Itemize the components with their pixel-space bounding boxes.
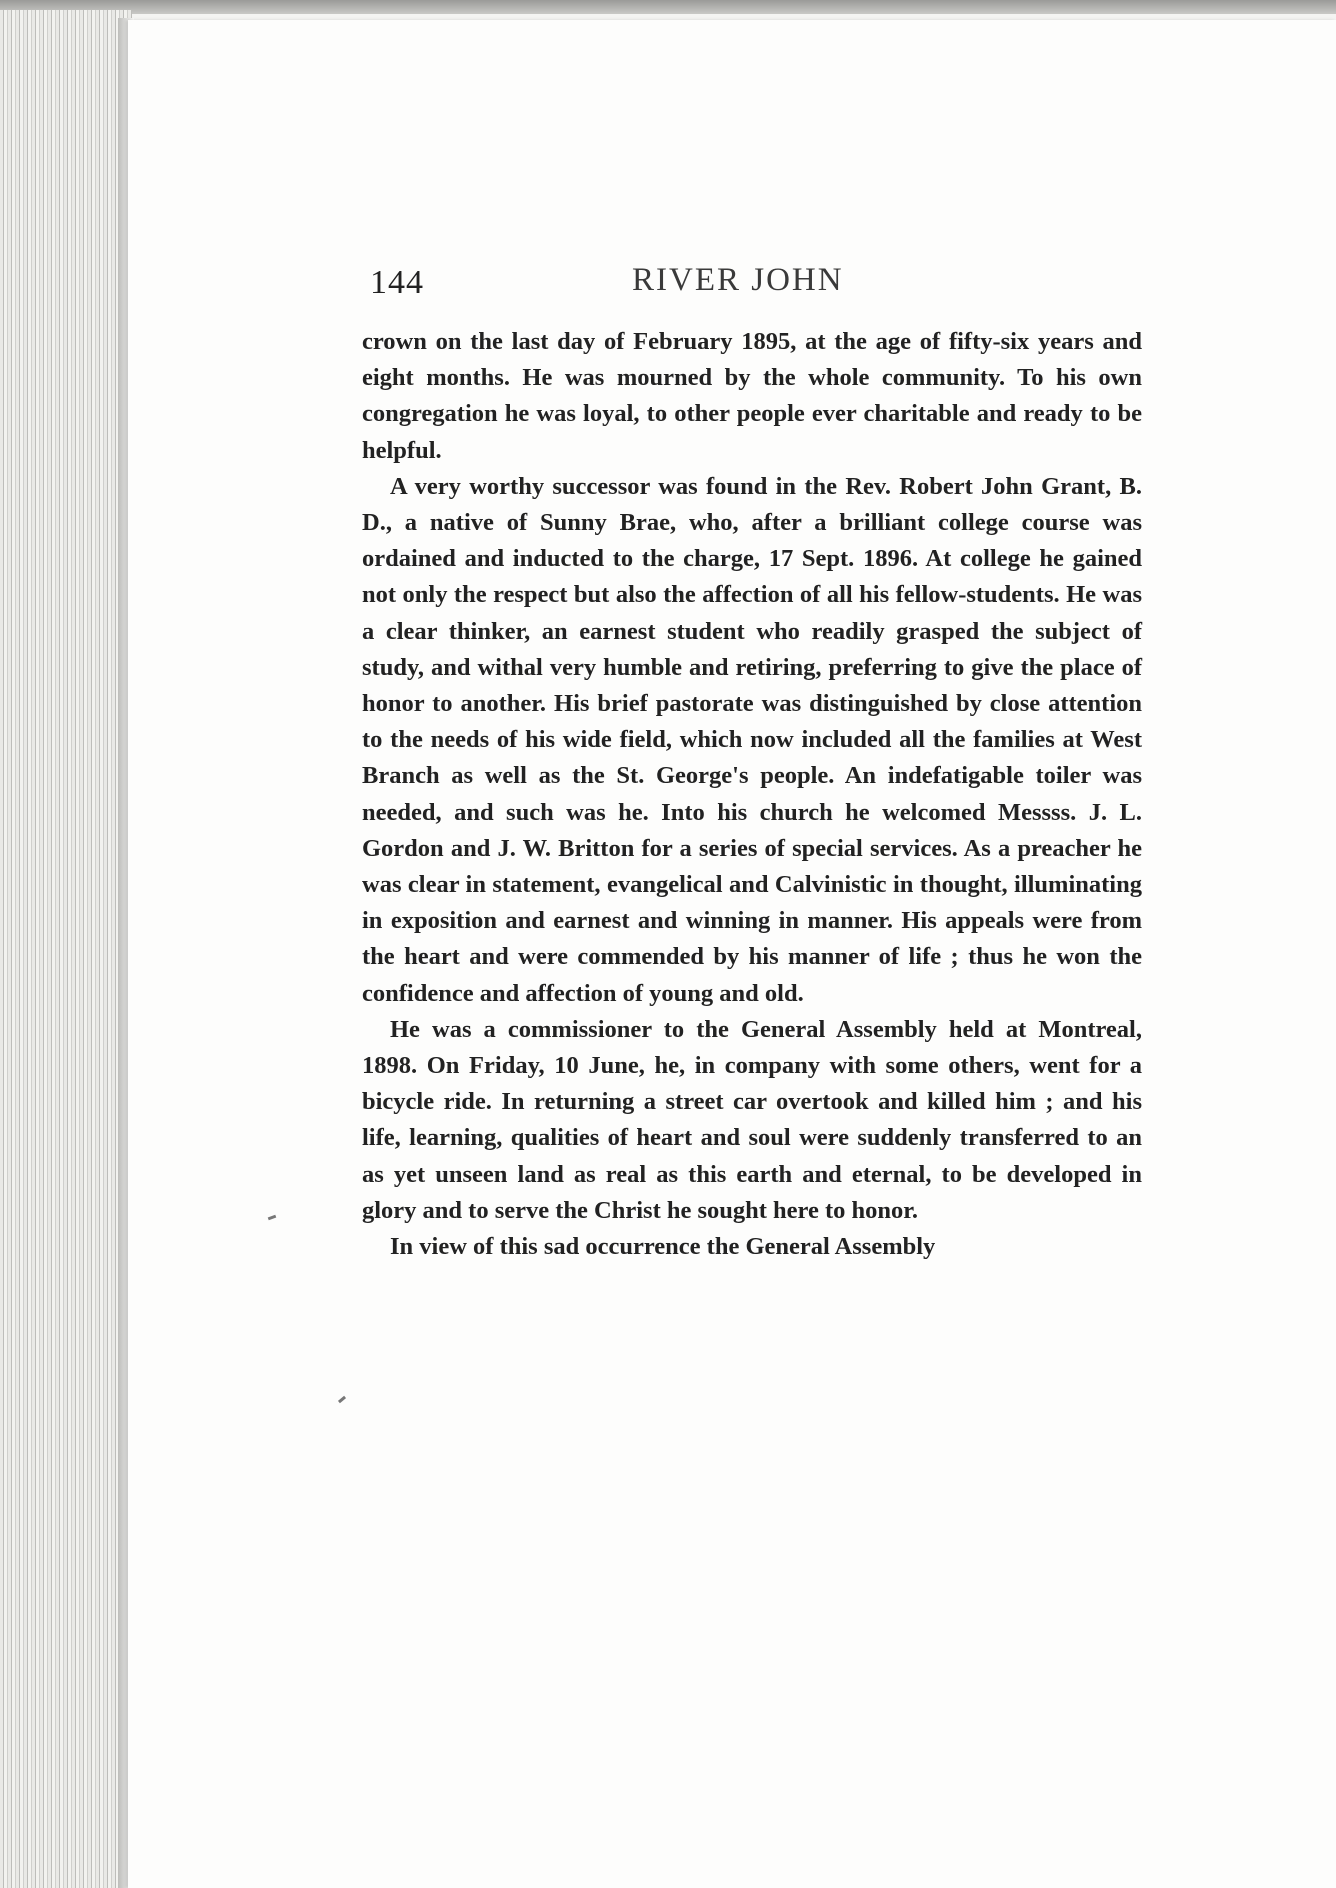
paragraph-3: He was a commissioner to the General Assembly held at Montreal, 1898. On Friday, 10 June, he, in company with some others, went for a bicycle ride. In returning a street car overtook and killed him ; and his life, learning, qualities of heart and soul were suddenly transferred to an as yet unseen land as real as this earth and eternal, to be developed in glory and to serve the Christ he sought here to honor. — [362, 1015, 1142, 1224]
book-top-edge — [0, 0, 1336, 14]
paragraph-1: crown on the last day of February 1895, at the age of fifty-six years and eight months. He was mourned by the whole community. To his own congregation he was loyal, to other people ever charitable and ready to be helpful. — [362, 328, 1142, 464]
body-text — [362, 324, 1142, 1265]
running-head-title: RIVER JOHN — [632, 262, 844, 298]
paragraph-4: In view of this sad occurrence the General Assembly — [390, 1233, 936, 1261]
page-stack-edge — [0, 10, 132, 1888]
page-header — [370, 262, 1130, 308]
paragraph-2: A very worthy successor was found in the Rev. Robert John Grant, B. D., a native of Sunny Brae, who, after a brilliant college course was ordained and inducted to the charge, 17 Sept. 1896. At college he gained not only the respect but also the affection of all his fellow-students. He was a clear thinker, an earnest student who readily grasped the subject of study, and withal very humble and retiring, preferring to give the place of honor to another. His brief pastorate was distinguished by close attention to the needs of his wide field, which now included all the families at West Branch as well as the St. George's people. An indefatigable toiler was needed, and such was he. Into his church he welcomed Messss. J. L. Gordon and J. W. Britton for a series of special services. As a preacher he was clear in statement, evangelical and Calvinistic in thought, illuminating in exposition and earnest and winning in manner. His appeals were from the heart and were commended by his manner of life ; thus he won the confidence and affection of young and old. — [362, 472, 1142, 1007]
page-number: 144 — [370, 264, 424, 301]
